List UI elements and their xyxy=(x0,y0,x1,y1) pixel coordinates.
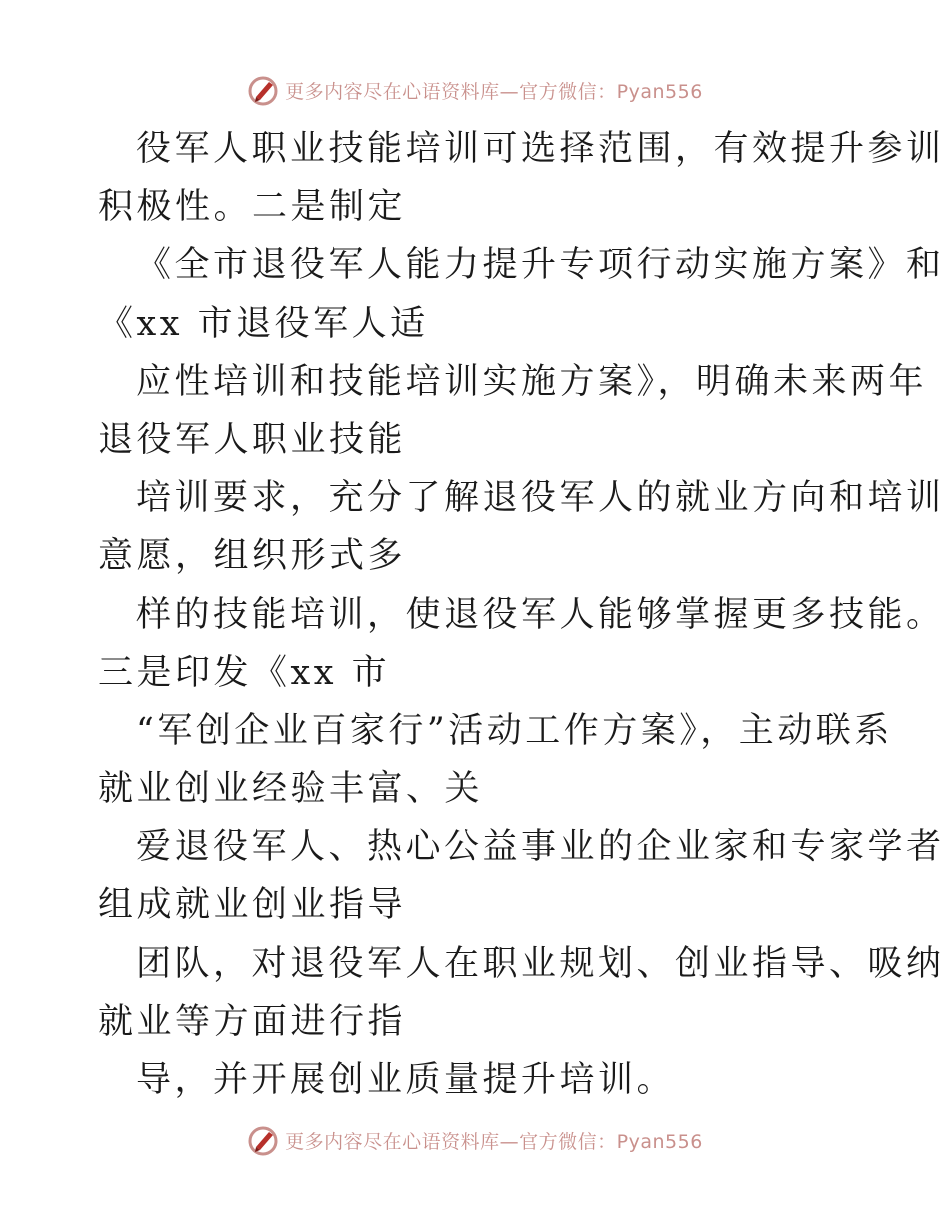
text-line: 导，并开展创业质量提升培训。 xyxy=(136,1060,676,1100)
text-line: 组成就业创业指导 xyxy=(98,885,407,926)
text-line: 就业等方面进行指 xyxy=(98,1001,407,1042)
text-line: 就业创业经验丰富、关 xyxy=(98,769,484,810)
text-line: 退役军人职业技能 xyxy=(98,419,407,460)
text-line: 积极性。二是制定 xyxy=(98,187,407,228)
text-line: 《xx 市退役军人适 xyxy=(98,303,429,344)
text-line: 培训要求，充分了解退役军人的就业方向和培训 xyxy=(136,478,945,519)
header-watermark xyxy=(0,70,950,110)
text-line: 三是印发《xx 市 xyxy=(98,652,391,693)
text-line: 团队，对退役军人在职业规划、创业指导、吸纳 xyxy=(136,943,945,984)
watermark-text: 更多内容尽在心语资料库—官方微信：Pyan556 xyxy=(285,1130,703,1153)
text-line: 《全市退役军人能力提升专项行动实施方案》和 xyxy=(136,245,945,286)
text-line: 意愿，组织形式多 xyxy=(98,536,407,577)
pen-logo-icon xyxy=(247,1123,281,1157)
text-line: 应性培训和技能培训实施方案》，明确未来两年 xyxy=(136,361,928,402)
text-line: 役军人职业技能培训可选择范围，有效提升参训 xyxy=(136,129,945,169)
footer-watermark xyxy=(0,1120,950,1160)
watermark-text: 更多内容尽在心语资料库—官方微信：Pyan556 xyxy=(285,80,703,103)
text-line: 样的技能培训，使退役军人能够掌握更多技能。 xyxy=(136,594,945,635)
pen-logo-icon xyxy=(247,73,281,107)
text-line: 爱退役军人、热心公益事业的企业家和专家学者 xyxy=(136,827,945,868)
document-body xyxy=(98,120,945,1109)
text-line: “军创企业百家行”活动工作方案》，主动联系 xyxy=(136,710,893,751)
